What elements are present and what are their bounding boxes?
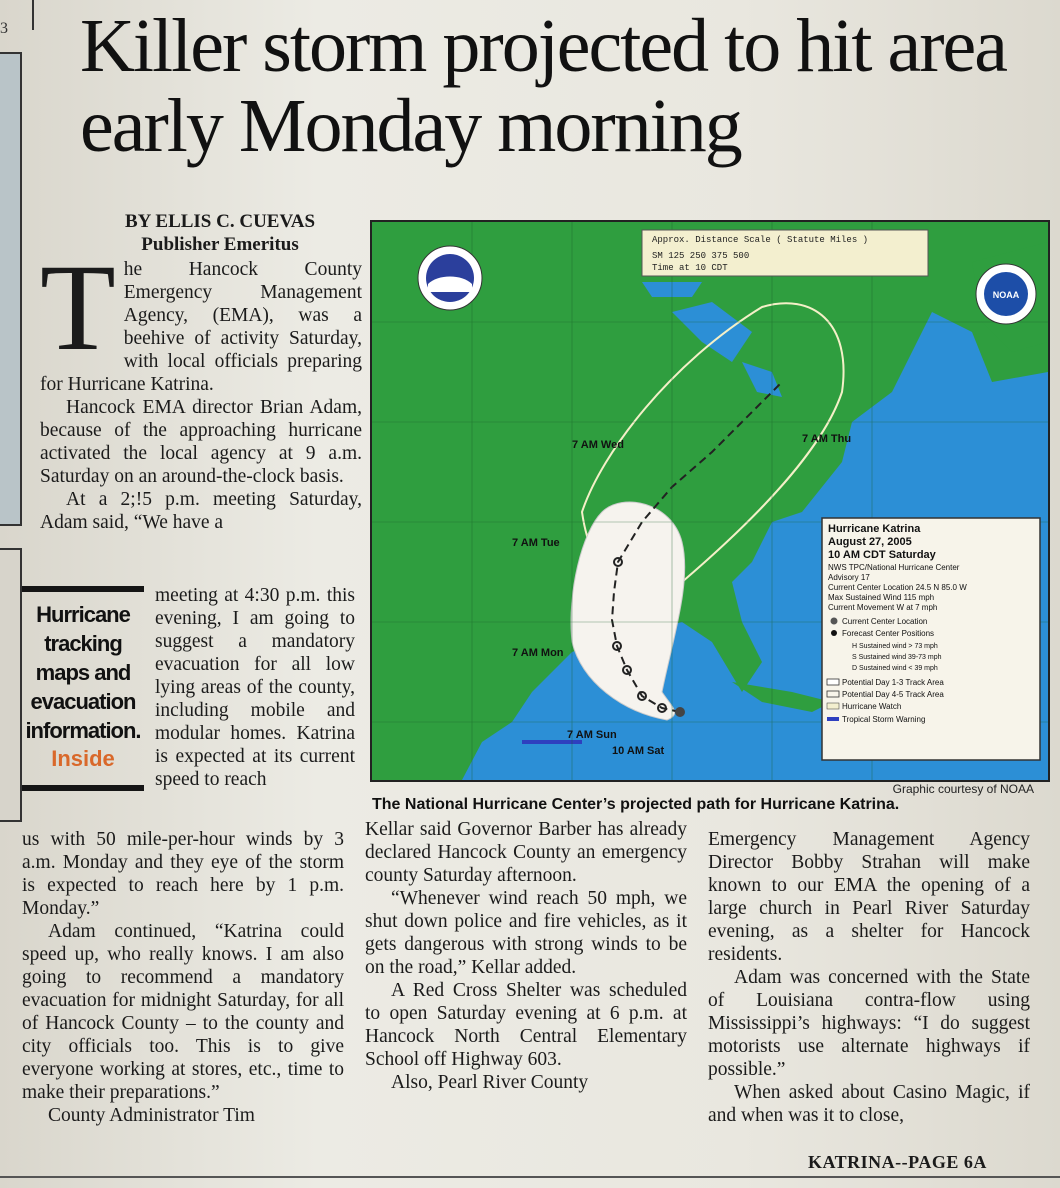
- time-label: 7 AM Mon: [512, 647, 564, 659]
- paragraph: Emergency Management Agency Director Bobby Strahan will make known to our EMA the opening of a large church in Pearl River Saturday evening, as a shelter for Hancock residents.: [708, 829, 1030, 965]
- svg-text:Current Center Location: Current Center Location: [842, 617, 928, 626]
- graphic-credit: Graphic courtesy of NOAA: [892, 782, 1034, 796]
- headline: Killer storm projected to hit area early Monday morning: [80, 4, 1006, 168]
- paragraph: County Administrator Tim: [48, 1105, 255, 1126]
- svg-text:Advisory 17: Advisory 17: [828, 573, 870, 582]
- svg-text:Tropical Storm Warning: Tropical Storm Warning: [842, 715, 926, 724]
- svg-text:S Sustained wind 39-73 mph: S Sustained wind 39-73 mph: [852, 654, 942, 661]
- sidebar-line: tracking: [44, 631, 122, 656]
- time-label: 7 AM Sun: [567, 729, 617, 741]
- article-column-2: [365, 818, 687, 1094]
- legend-current-center-marker: [831, 618, 838, 625]
- paragraph: Adam continued, “Katrina could speed up, who really knows. I am also going to recommend a mandatory evacuation for midnight Saturday, for all of Hancock County – to the county and city officials too. This is to give everyone working at stores, etc., time to make their preparations.”: [22, 921, 344, 1103]
- noaa-logo-right: [976, 264, 1036, 324]
- paragraph: Also, Pearl River County: [391, 1072, 589, 1093]
- paragraph: A Red Cross Shelter was scheduled to open Saturday evening at 6 p.m. at Hancock North Central Elementary School off Highway 603.: [365, 980, 687, 1070]
- svg-text:Forecast Center Positions: Forecast Center Positions: [842, 629, 935, 638]
- svg-text:Max Sustained Wind 115 mph: Max Sustained Wind 115 mph: [828, 593, 935, 602]
- paragraph: Kellar said Governor Barber has already declared Hancock County an emergency county Saturday afternoon.: [365, 819, 687, 886]
- svg-text:H Sustained wind > 73 mph: H Sustained wind > 73 mph: [852, 643, 938, 650]
- legend-day-1-3-swatch: [827, 679, 839, 685]
- sidebar-promo[interactable]: [22, 586, 144, 791]
- time-label: 7 AM Thu: [802, 433, 852, 445]
- map-graphic: [372, 222, 1048, 780]
- paragraph: Adam was concerned with the State of Louisiana contra-flow using Mississippi’s highways: “I do suggest motorists use alternate highways if possible.”: [708, 967, 1030, 1080]
- svg-text:Time at 10 CDT: Time at 10 CDT: [652, 263, 728, 273]
- article-column-3: [708, 828, 1030, 1127]
- svg-text:Current Movement W at 7 mph: Current Movement W at 7 mph: [828, 603, 938, 612]
- sidebar-line: maps and: [35, 660, 131, 685]
- noaa-logo-left: [418, 246, 482, 310]
- page-bottom-rule: [0, 1176, 1060, 1178]
- svg-text:Approx. Distance Scale ( Statu: Approx. Distance Scale ( Statute Miles ): [652, 235, 869, 245]
- svg-text:D Sustained wind < 39 mph: D Sustained wind < 39 mph: [852, 665, 938, 672]
- legend-storm-warning-swatch: [827, 717, 839, 721]
- sidebar-rule-top: [22, 586, 144, 592]
- column-rule: [32, 0, 34, 30]
- page-number: 3: [0, 20, 8, 37]
- time-label: 7 AM Wed: [572, 439, 624, 451]
- sidebar-inside-label: Inside: [51, 746, 115, 771]
- paragraph: us with 50 mile-per-hour winds by 3 a.m. Monday and they eye of the storm is expected to reach here by 1 p.m. Monday.”: [22, 829, 344, 919]
- legend-hurricane-watch-swatch: [827, 703, 839, 709]
- paragraph: Hancock EMA director Brian Adam, because of the approaching hurricane activated the local agency at 9 a.m. Saturday on an around-the-clock basis.: [40, 397, 362, 487]
- byline-author: BY ELLIS C. CUEVAS: [124, 211, 316, 232]
- sidebar-line: Hurricane: [36, 602, 130, 627]
- caption-text: The National Hurricane Center’s projected path for Hurricane Katrina.: [372, 796, 900, 813]
- article-column-1-narrow: [155, 584, 355, 791]
- byline: [90, 210, 350, 256]
- svg-text:NWS TPC/National Hurricane Cen: NWS TPC/National Hurricane Center: [828, 563, 960, 572]
- svg-text:SM 125 250 375 500: SM 125 250 375 500: [652, 251, 750, 261]
- paragraph: At a 2;!5 p.m. meeting Saturday, Adam said, “We have a: [40, 489, 362, 533]
- paragraph-text: he Hancock County Emergency Management Agency, (EMA), was a beehive of activity Saturday, with local officials preparing for Hurricane Katrina.: [40, 259, 362, 395]
- svg-text:Potential Day 4-5 Track Area: Potential Day 4-5 Track Area: [842, 690, 944, 699]
- svg-text:Hurricane Watch: Hurricane Watch: [842, 702, 902, 711]
- map-legend: [822, 518, 1040, 760]
- paragraph: When asked about Casino Magic, if and when was it to close,: [708, 1082, 1030, 1126]
- svg-text:NOAA: NOAA: [992, 290, 1020, 300]
- adjacent-article-strip: [0, 52, 22, 526]
- map-caption: [372, 782, 1034, 814]
- paragraph: meeting at 4:30 p.m. this evening, I am going to suggest a mandatory evacuation for all low lying areas of the county, including mobile and modular homes. Katrina is expected at its current speed to reach: [155, 585, 355, 790]
- adjacent-article-strip-lower: [0, 548, 22, 822]
- svg-text:10 AM CDT Saturday: 10 AM CDT Saturday: [828, 549, 936, 561]
- svg-text:Potential Day 1-3 Track Area: Potential Day 1-3 Track Area: [842, 678, 944, 687]
- time-label: 10 AM Sat: [612, 745, 665, 757]
- continued-jump-line[interactable]: KATRINA--PAGE 6A: [808, 1152, 987, 1172]
- svg-text:August 27, 2005: August 27, 2005: [828, 536, 912, 548]
- current-center-location: [675, 707, 685, 717]
- byline-title: Publisher Emeritus: [141, 234, 299, 255]
- sidebar-rule-bottom: [22, 785, 144, 791]
- article-column-1-bottom: [22, 828, 344, 1127]
- time-label: 7 AM Tue: [512, 537, 560, 549]
- sidebar-line: information.: [25, 718, 141, 743]
- paragraph: “Whenever wind reach 50 mph, we shut down police and fire vehicles, as it gets dangerous with strong winds to be on the road,” Kellar added.: [365, 888, 687, 978]
- svg-text:Current Center Location 24.5 N: Current Center Location 24.5 N 85.0 W: [828, 583, 967, 592]
- distance-scale: [642, 230, 928, 276]
- drop-cap: T: [40, 239, 116, 376]
- hurricane-track-map: [370, 220, 1050, 782]
- svg-text:Hurricane Katrina: Hurricane Katrina: [828, 523, 921, 535]
- legend-forecast-marker: [831, 630, 837, 636]
- sidebar-line: evacuation: [30, 689, 136, 714]
